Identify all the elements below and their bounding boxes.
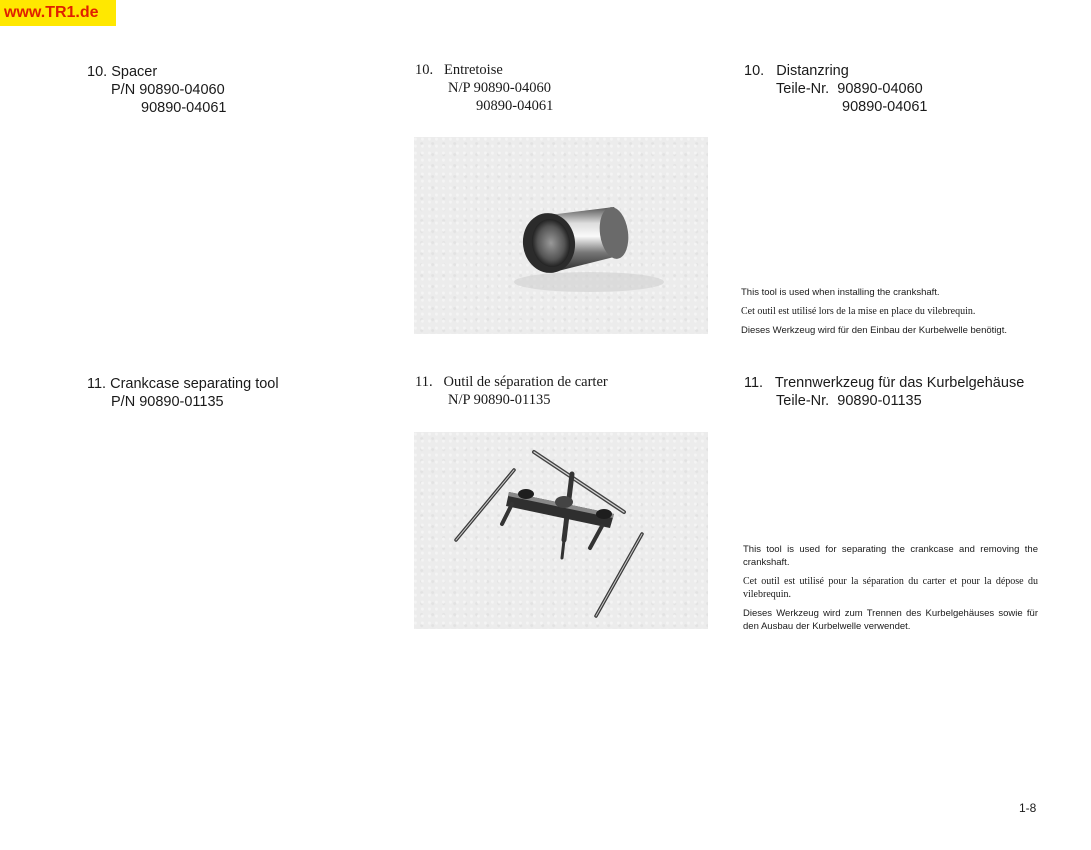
item-title: Trennwerkzeug für das Kurbelgehäuse xyxy=(774,375,1025,391)
item-title: Outil de séparation de carter xyxy=(443,374,608,390)
part-number-1: 90890-01135 xyxy=(139,394,224,410)
separating-tool-photo xyxy=(414,432,708,629)
part-number-label: P/N xyxy=(111,394,136,410)
item-number: 11. xyxy=(744,375,764,391)
separating-tool-english-heading xyxy=(87,375,279,411)
item-number: 10. xyxy=(744,63,765,79)
part-number-label: P/N xyxy=(111,82,136,98)
part-number-label: Teile-Nr. xyxy=(776,393,830,409)
watermark-logo: www.TR1.de xyxy=(0,0,116,26)
item-title: Distanzring xyxy=(776,63,849,79)
description-english: This tool is used for separating the crankcase and removing the crankshaft. xyxy=(743,544,1038,568)
spacer-description xyxy=(741,286,1038,343)
part-number-1: 90890-01135 xyxy=(837,393,922,409)
spacer-english-heading xyxy=(87,63,226,117)
description-french: Cet outil est utilisé lors de la mise en place du vilebrequin. xyxy=(741,306,976,317)
description-german: Dieses Werkzeug wird zum Trennen des Kurbelgehäuses sowie für den Ausbau der Kurbelwelle verwendet. xyxy=(743,608,1038,632)
description-french: Cet outil est utilisé pour la séparation du carter et pour la dépose du vilebrequin. xyxy=(743,576,1038,600)
separating-tool-german-heading xyxy=(744,374,1024,410)
item-number: 11. xyxy=(87,376,107,392)
part-number-1: 90890-04060 xyxy=(837,81,923,97)
item-number: 10. xyxy=(87,64,108,80)
part-number-2: 90890-04061 xyxy=(842,99,928,115)
item-number: 11. xyxy=(415,374,433,390)
part-number-label: N/P xyxy=(448,392,471,408)
part-number-2: 90890-04061 xyxy=(141,100,227,116)
part-number-1: 90890-04060 xyxy=(139,82,225,98)
spacer-german-heading xyxy=(744,62,927,116)
spacer-french-heading xyxy=(415,61,553,115)
item-title: Entretoise xyxy=(444,62,503,78)
part-number-1: 90890-04060 xyxy=(473,80,551,96)
item-number: 10. xyxy=(415,62,434,78)
part-number-1: 90890-01135 xyxy=(473,392,551,408)
part-number-label: Teile-Nr. xyxy=(776,81,830,97)
spacer-photo xyxy=(414,137,708,334)
description-english: This tool is used when installing the crankshaft. xyxy=(741,287,940,298)
item-title: Crankcase separating tool xyxy=(110,376,279,392)
page-number: 1-8 xyxy=(1019,801,1037,815)
part-number-label: N/P xyxy=(448,80,471,96)
part-number-2: 90890-04061 xyxy=(476,98,554,114)
spacer-illustration xyxy=(414,137,708,334)
description-german: Dieses Werkzeug wird für den Einbau der Kurbelwelle benötigt. xyxy=(741,325,1007,336)
separating-tool-illustration xyxy=(414,432,708,629)
separating-tool-description xyxy=(743,543,1038,639)
separating-tool-french-heading xyxy=(415,373,608,409)
item-title: Spacer xyxy=(111,64,158,80)
